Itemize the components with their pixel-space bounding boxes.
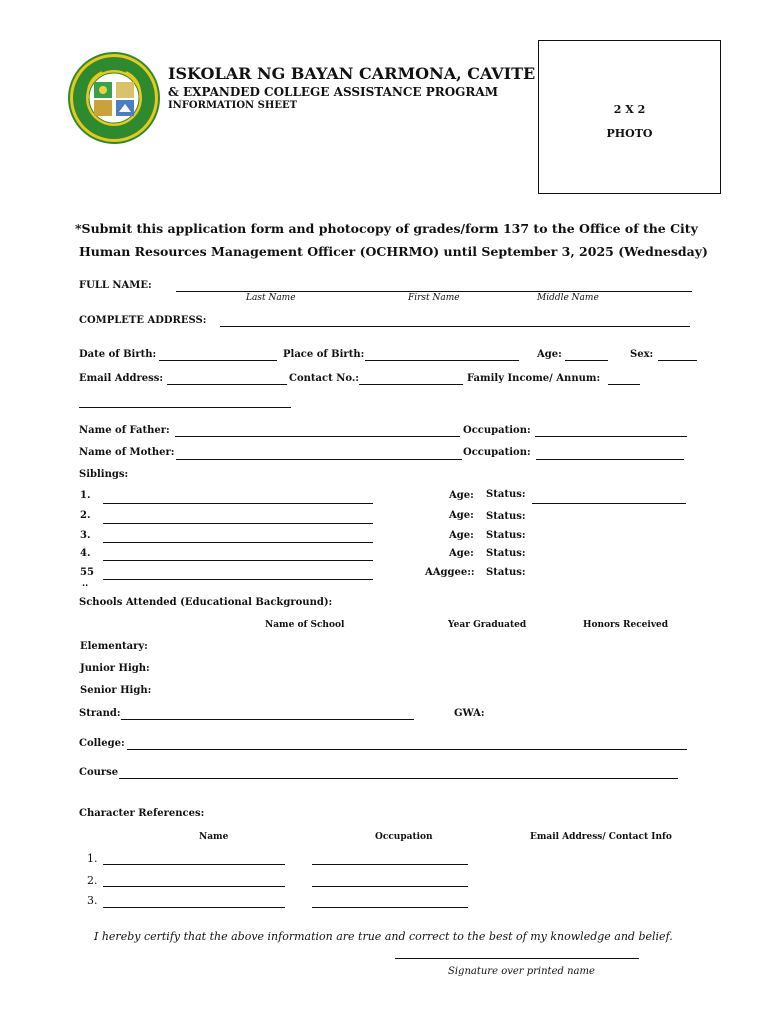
signature-caption: Signature over printed name — [448, 966, 595, 977]
age-label: Age: — [537, 349, 562, 360]
mother-label: Name of Mother: — [79, 447, 175, 458]
sibling-age-label: Age: — [449, 548, 474, 559]
reference-occupation-field[interactable] — [312, 907, 468, 908]
sibling-name-field[interactable] — [103, 560, 373, 561]
sibling-status-label: Status: — [486, 530, 526, 541]
sibling-number: 1. — [80, 490, 91, 501]
junior-high-label: Junior High: — [80, 663, 150, 674]
mother-occupation-label: Occupation: — [463, 447, 531, 458]
form-subtitle: & EXPANDED COLLEGE ASSISTANCE PROGRAM — [168, 85, 498, 99]
sibling-number: 3. — [80, 530, 91, 541]
sibling-status-field[interactable] — [532, 503, 686, 504]
photo-label: PHOTO — [606, 127, 653, 140]
sibling-number: 55 — [80, 567, 94, 578]
form-title: ISKOLAR NG BAYAN CARMONA, CAVITE — [168, 64, 536, 83]
contact-label: Contact No.: — [289, 373, 359, 384]
senior-high-label: Senior High: — [80, 685, 152, 696]
photo-box[interactable] — [538, 40, 721, 194]
last-name-caption: Last Name — [246, 293, 296, 303]
strand-label: Strand: — [79, 708, 121, 719]
reference-number: 2. — [87, 874, 98, 887]
reference-number: 1. — [87, 852, 98, 865]
sibling-age-label: Age: — [449, 530, 474, 541]
photo-size-label: 2 X 2 — [613, 103, 646, 116]
father-label: Name of Father: — [79, 425, 170, 436]
city-seal-logo — [68, 52, 160, 144]
sibling-name-field[interactable] — [103, 579, 373, 580]
pob-label: Place of Birth: — [283, 349, 365, 360]
honors-column-header: Honors Received — [583, 620, 669, 630]
first-name-caption: First Name — [408, 293, 460, 303]
sibling-status-label: Status: — [486, 489, 526, 500]
sibling-number: 2. — [80, 510, 91, 521]
signature-field[interactable] — [395, 958, 639, 959]
year-graduated-column-header: Year Graduated — [448, 620, 527, 630]
reference-occupation-column-header: Occupation — [375, 832, 433, 842]
schools-label: Schools Attended (Educational Background): — [79, 597, 333, 608]
income-field-continued[interactable] — [79, 407, 291, 408]
college-label: College: — [79, 738, 125, 749]
full-name-label: FULL NAME: — [79, 280, 152, 291]
full-name-field[interactable] — [176, 291, 692, 292]
reference-name-field[interactable] — [103, 864, 285, 865]
siblings-label: Siblings: — [79, 469, 129, 480]
sibling-status-label: Status: — [486, 567, 526, 578]
reference-name-column-header: Name — [199, 832, 229, 842]
reference-contact-column-header: Email Address/ Contact Info — [530, 832, 672, 842]
dob-label: Date of Birth: — [79, 349, 157, 360]
instruction-line-2: Human Resources Management Officer (OCHRMO) until September 3, 2025 (Wednesday) — [79, 244, 708, 259]
address-field[interactable] — [220, 326, 690, 327]
instruction-line-1: *Submit this application form and photocopy of grades/form 137 to the Office of the City — [75, 221, 698, 236]
pob-field[interactable] — [365, 360, 519, 361]
reference-name-field[interactable] — [103, 907, 285, 908]
income-label: Family Income/ Annum: — [467, 373, 601, 384]
sibling-age-label: AAggee:: — [425, 567, 475, 578]
stray-marks: .. — [82, 579, 89, 589]
elementary-label: Elementary: — [80, 641, 148, 652]
email-field[interactable] — [167, 384, 287, 385]
gwa-label: GWA: — [454, 708, 485, 719]
age-field[interactable] — [565, 360, 608, 361]
income-field[interactable] — [608, 384, 640, 385]
sibling-name-field[interactable] — [103, 523, 373, 524]
father-field[interactable] — [175, 436, 460, 437]
strand-field[interactable] — [121, 719, 414, 720]
sex-field[interactable] — [658, 360, 697, 361]
sex-label: Sex: — [630, 349, 654, 360]
sibling-age-label: Age: — [449, 490, 474, 501]
contact-field[interactable] — [359, 384, 463, 385]
certification-statement: I hereby certify that the above information are true and correct to the best of my knowledge and belief. — [94, 930, 673, 943]
college-field[interactable] — [127, 749, 687, 750]
course-label: Course — [79, 767, 119, 778]
email-label: Email Address: — [79, 373, 164, 384]
reference-occupation-field[interactable] — [312, 886, 468, 887]
school-name-column-header: Name of School — [265, 620, 345, 630]
sibling-number: 4. — [80, 548, 91, 559]
references-label: Character References: — [79, 808, 205, 819]
father-occupation-label: Occupation: — [463, 425, 531, 436]
sibling-name-field[interactable] — [103, 503, 373, 504]
dob-field[interactable] — [159, 360, 277, 361]
reference-name-field[interactable] — [103, 886, 285, 887]
sheet-label: INFORMATION SHEET — [168, 100, 298, 111]
sibling-name-field[interactable] — [103, 542, 373, 543]
reference-occupation-field[interactable] — [312, 864, 468, 865]
sibling-age-label: Age: — [449, 510, 474, 521]
reference-number: 3. — [87, 894, 98, 907]
middle-name-caption: Middle Name — [537, 293, 599, 303]
mother-occupation-field[interactable] — [536, 459, 684, 460]
course-field[interactable] — [119, 778, 678, 779]
address-label: COMPLETE ADDRESS: — [79, 315, 207, 326]
sibling-status-label: Status: — [486, 548, 526, 559]
mother-field[interactable] — [176, 459, 462, 460]
sibling-status-label: Status: — [486, 511, 526, 522]
father-occupation-field[interactable] — [535, 436, 687, 437]
